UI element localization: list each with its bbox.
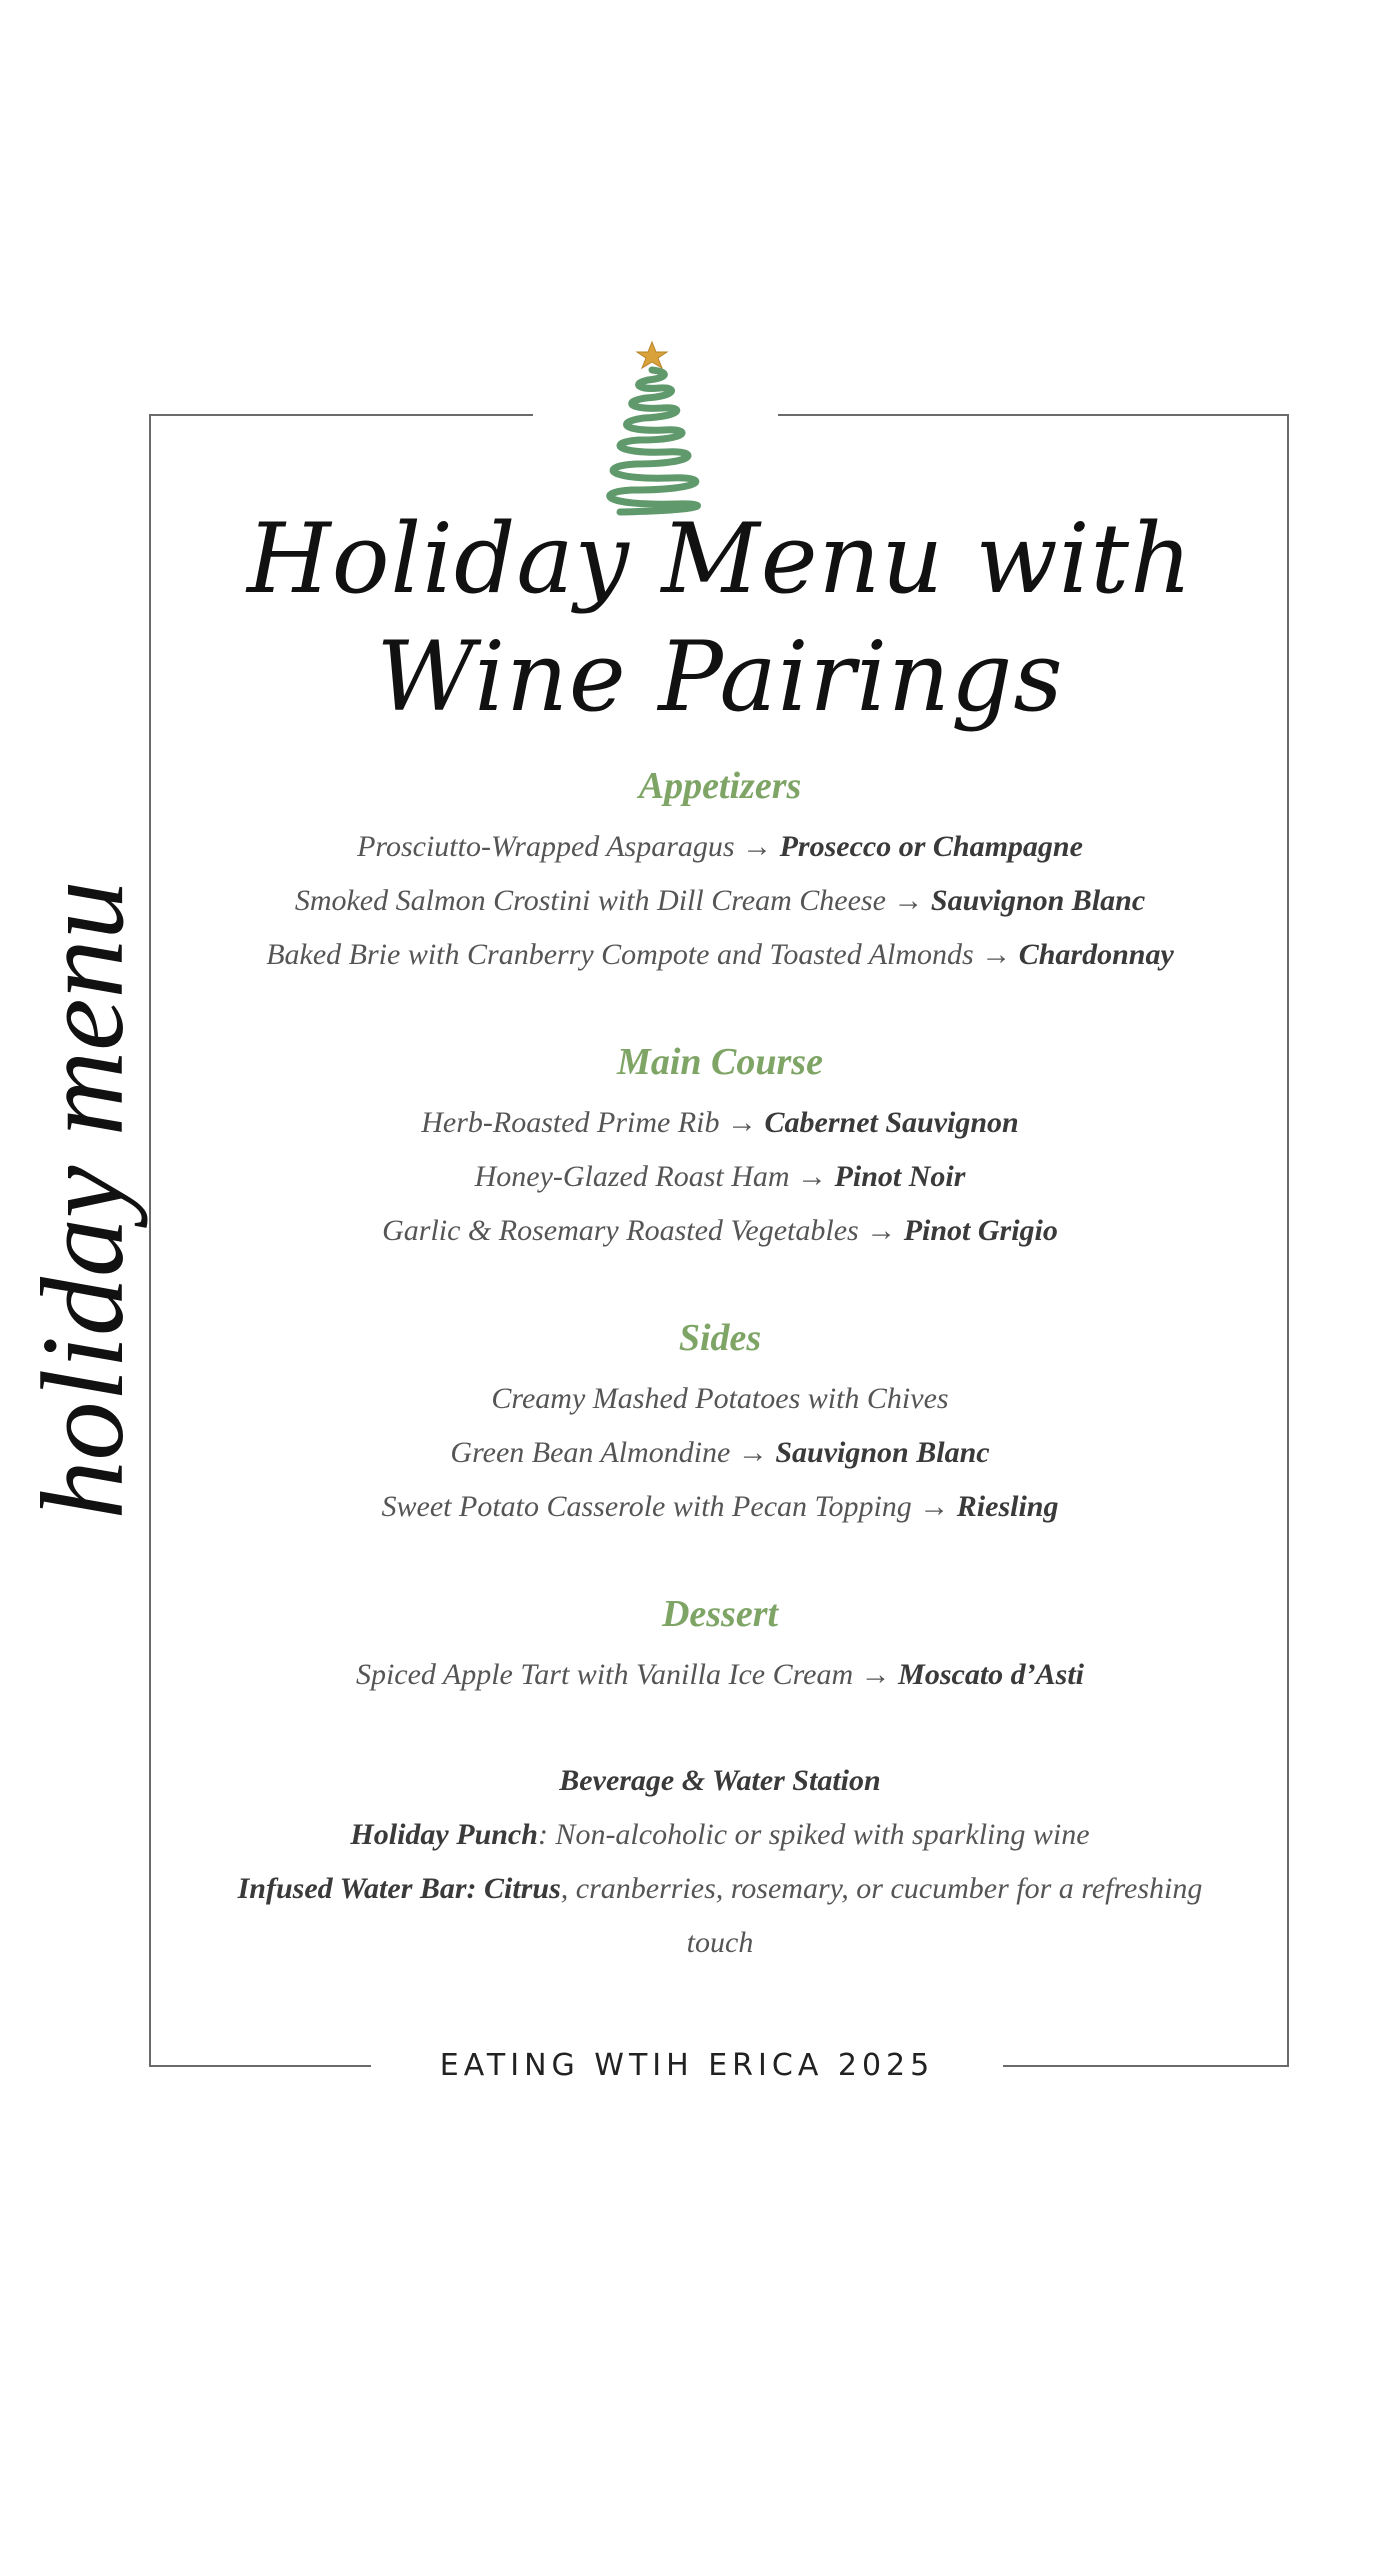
menu-item xyxy=(180,1426,1260,1480)
dish-name: Garlic & Rosemary Roasted Vegetables xyxy=(382,1214,859,1247)
wine-pairing: Cabernet Sauvignon xyxy=(764,1106,1019,1139)
arrow: → xyxy=(885,884,931,917)
menu-item xyxy=(180,1372,1260,1426)
frame-bottom-right-line xyxy=(1003,2065,1289,2067)
section-heading: Dessert xyxy=(661,1593,779,1635)
wine-pairing: Sauvignon Blanc xyxy=(930,884,1146,917)
dish-name: Smoked Salmon Crostini with Dill Cream Cheese xyxy=(294,884,886,917)
arrow: → xyxy=(853,1658,899,1691)
menu-item xyxy=(180,820,1260,874)
arrow: → xyxy=(730,1436,776,1469)
section-main-course xyxy=(180,1034,1260,1258)
section-heading: Appetizers xyxy=(638,765,802,807)
wine-pairing: Riesling xyxy=(956,1490,1059,1523)
wine-pairing: Pinot Grigio xyxy=(903,1214,1058,1247)
frame-right-line xyxy=(1287,414,1289,2067)
frame-top-right-line xyxy=(778,414,1288,416)
section-appetizers xyxy=(180,758,1260,982)
arrow: → xyxy=(858,1214,904,1247)
section-heading: Main Course xyxy=(617,1041,823,1083)
dish-name: Herb-Roasted Prime Rib xyxy=(421,1106,720,1139)
dish-name: Honey-Glazed Roast Ham xyxy=(474,1160,790,1193)
dish-name: Green Bean Almondine xyxy=(450,1436,731,1469)
section-beverage xyxy=(180,1754,1260,1970)
menu-item xyxy=(180,1204,1260,1258)
side-label: holiday menu xyxy=(17,880,148,1520)
menu-item xyxy=(180,874,1260,928)
arrow: → xyxy=(973,938,1019,971)
beverage-title: Beverage & Water Station xyxy=(559,1764,881,1797)
menu-item xyxy=(180,1150,1260,1204)
star-icon xyxy=(637,342,667,368)
frame-top-left-line xyxy=(149,414,533,416)
menu-content xyxy=(180,758,1260,2022)
punch-label: Holiday Punch xyxy=(350,1818,538,1851)
wine-pairing: Sauvignon Blanc xyxy=(775,1436,990,1469)
dish-name: Creamy Mashed Potatoes with Chives xyxy=(491,1382,949,1415)
section-dessert xyxy=(180,1586,1260,1702)
arrow: → xyxy=(719,1106,765,1139)
christmas-tree-icon xyxy=(580,340,730,520)
wine-pairing: Pinot Noir xyxy=(834,1160,966,1193)
arrow: → xyxy=(911,1490,957,1523)
frame-bottom-left-line xyxy=(149,2065,371,2067)
menu-item xyxy=(180,928,1260,982)
wine-pairing: Moscato d’Asti xyxy=(898,1658,1085,1691)
punch-text: : Non-alcoholic or spiked with sparkling wine xyxy=(537,1818,1090,1851)
section-sides xyxy=(180,1310,1260,1534)
wine-pairing: Chardonnay xyxy=(1018,938,1174,971)
menu-item xyxy=(180,1648,1260,1702)
wine-pairing: Prosecco or Champagne xyxy=(779,830,1083,863)
arrow: → xyxy=(734,830,780,863)
dish-name: Sweet Potato Casserole with Pecan Topping xyxy=(381,1490,912,1523)
water-label: Infused Water Bar: Citrus xyxy=(237,1872,561,1905)
water-text: , cranberries, rosemary, or cucumber for a refreshing touch xyxy=(560,1872,1203,1959)
dish-name: Prosciutto-Wrapped Asparagus xyxy=(357,830,735,863)
section-heading: Sides xyxy=(678,1317,762,1359)
menu-item xyxy=(180,1096,1260,1150)
frame-left-line xyxy=(149,414,151,2067)
dish-name: Spiced Apple Tart with Vanilla Ice Cream xyxy=(355,1658,854,1691)
beverage-water xyxy=(230,1862,1210,1970)
arrow: → xyxy=(789,1160,835,1193)
page-title: Holiday Menu with Wine Pairings xyxy=(247,503,1193,733)
dish-name: Baked Brie with Cranberry Compote and Toasted Almonds xyxy=(266,938,974,971)
beverage-punch xyxy=(180,1808,1260,1862)
footer-credit: EATING WTIH ERICA 2025 xyxy=(439,2048,935,2083)
menu-item xyxy=(180,1480,1260,1534)
